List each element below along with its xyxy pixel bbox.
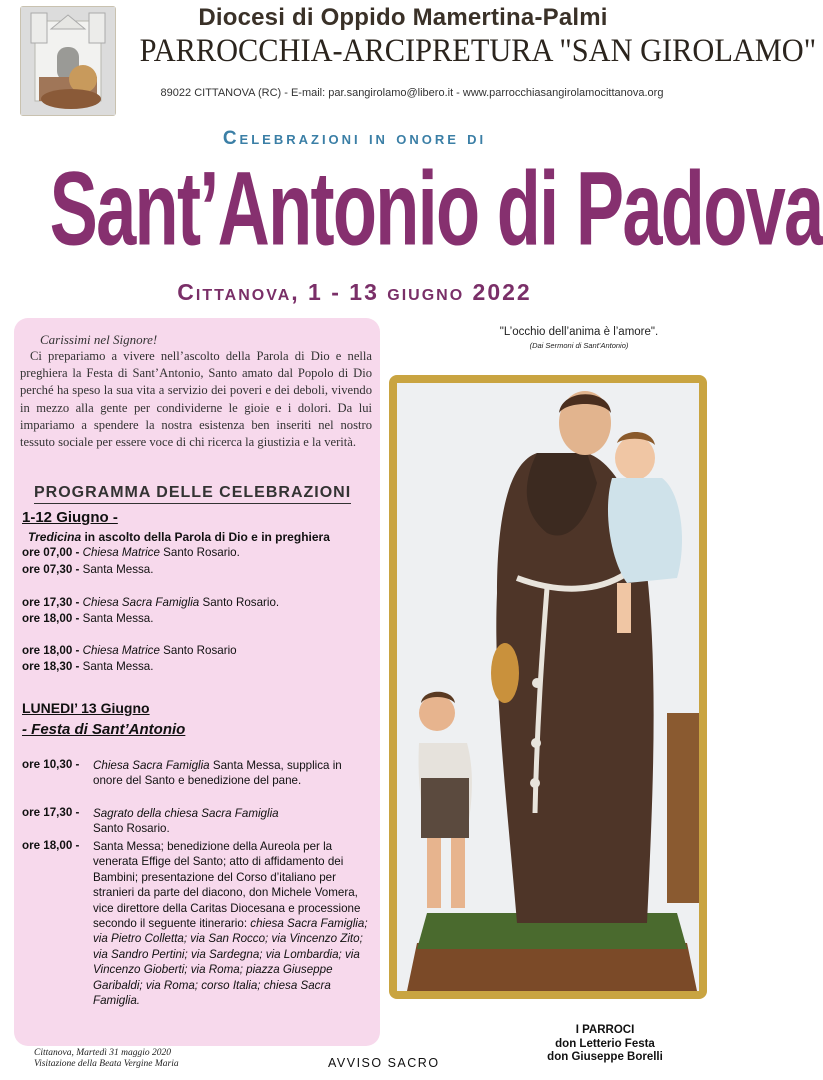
diocese-name: Diocesi di Oppido Mamertina-Palmi: [198, 4, 608, 31]
schedule-row: ore 17,30 - Sagrato della chiesa Sacra Famiglia Santo Rosario.: [22, 806, 279, 836]
notice-label: AVVISO SACRO: [328, 1056, 440, 1070]
document-date: Cittanova, Martedì 31 maggio 2020 Visitazione della Beata Vergine Maria: [34, 1048, 179, 1069]
main-title: Sant’Antonio di Padova: [49, 149, 823, 267]
program-title: PROGRAMMA DELLE CELEBRAZIONI: [34, 484, 351, 504]
schedule-row: ore 18,00 -Santa Messa; benedizione della Aureola per la venerata Effige del Santo; atto di affidamento dei Bambini; presentazione del Corso d’italiano per stranieri da parte del diacono, don Michele Vomera, vice direttore della Caritas Diocesana e processione secondo il seguente itinerario: chiesa Sacra Famiglia; via Pietro Colletta; via San Rocco; via Vincenzo Zito; via Sandro Pertini; via Sardegna; via Lombardia; via Vincenzo Gioberti; via Roma; piazza Giuseppe Garibaldi; via Roma; corso Italia; chiesa Sacra Famiglia.: [22, 839, 368, 1008]
parroco-name: don Letterio Festa: [555, 1037, 655, 1050]
parroci-title: I PARROCI: [575, 1024, 635, 1036]
parish-priests: [520, 1024, 690, 1065]
schedule-row: ore 18,00 - Santa Messa.: [22, 612, 154, 625]
parroco-name: don Giuseppe Borelli: [547, 1051, 663, 1063]
letter-body: Ci prepariamo a vivere nell’ascolto della Parola di Dio e nella preghiera la Festa di Sant’Antonio, Santo amato dal Popolo di Dio perché ha speso la sua vita a servizio dei poveri e dei deboli, vivendo in mezzo alla gente per condividerne le gioie e i dolori. Da lui impariamo a spendere la nostra esistenza ben inseriti nel nostro tessuto sociale per essere voce di chi ricerca la giustizia e la verità.: [20, 349, 372, 450]
tredicina-line: [28, 530, 330, 544]
schedule-row: ore 07,00 - Chiesa Matrice Santo Rosario.: [22, 546, 240, 559]
feast-title: - Festa di Sant’Antonio: [22, 721, 186, 738]
schedule-row: ore 10,30 - Chiesa Sacra Famiglia Santa Messa, supplica in onore del Santo e benedizione del pane.: [22, 758, 342, 788]
feast-day-heading: LUNEDI’ 13 Giugno: [22, 700, 150, 716]
saint-statue-photo: [397, 383, 699, 991]
schedule-row: ore 18,00 - Chiesa Matrice Santo Rosario: [22, 644, 237, 657]
schedule-row: ore 07,30 - Santa Messa.: [22, 563, 154, 576]
procession-route: chiesa Sacra Famiglia; via Pietro Colletta; via San Rocco; via Vincenzo Zito; via Sandro Pertini; via Sardegna; via Lombardia; via Vincenzo Gioberti; via Roma; piazza Giuseppe Garibaldi; via Roma; corso Italia; chiesa Sacra Famiglia.: [93, 917, 368, 1008]
church-logo: [20, 6, 116, 116]
event-dates: Cittanova, 1 - 13 giugno 2022: [177, 279, 532, 305]
parish-address: 89022 CITTANOVA (RC) - E-mail: par.sangirolamo@libero.it - www.parrocchiasangirolamocittanova.org: [160, 87, 664, 99]
tredicina-desc: in ascolto della Parola di Dio e in preghiera: [81, 530, 330, 544]
schedule-row: ore 17,30 - Chiesa Sacra Famiglia Santo Rosario.: [22, 596, 280, 609]
saint-quote: "L’occhio dell’anima è l’amore".: [499, 326, 659, 338]
tredicina-label: Tredicina: [28, 530, 82, 544]
quote-source: (Dai Sermoni di Sant’Antonio): [529, 341, 629, 350]
letter-greeting: Carissimi nel Signore!: [40, 332, 158, 347]
schedule-row: ore 18,30 - Santa Messa.: [22, 660, 154, 673]
celebrations-heading: Celebrazioni in onore di: [222, 128, 487, 149]
days-range-heading: 1-12 Giugno -: [22, 509, 118, 526]
parish-name: PARROCCHIA-ARCIPRETURA "SAN GIROLAMO": [139, 33, 817, 69]
